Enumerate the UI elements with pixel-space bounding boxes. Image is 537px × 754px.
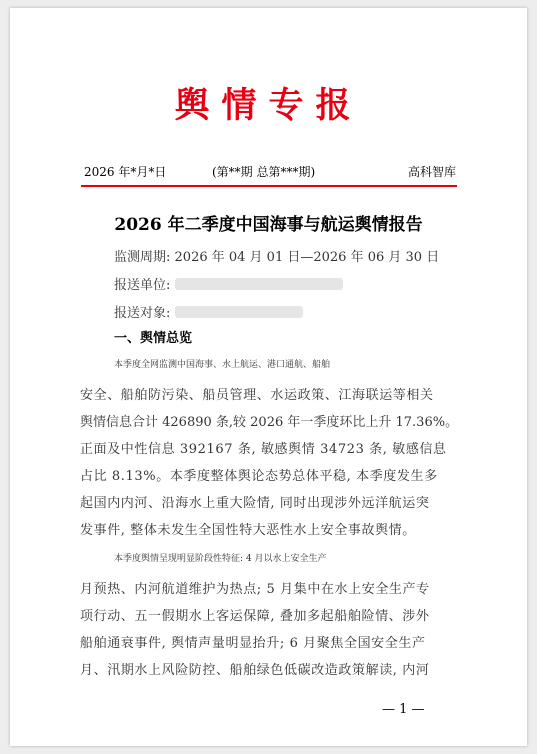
paragraph-line: 发事件, 整体未发生全国性特大恶性水上安全事故舆情。 xyxy=(80,523,416,538)
paragraph-line: 本季度舆情呈现明显阶段性特征: 4 月以水上安全生产 xyxy=(114,554,327,564)
page-number: — 1 — xyxy=(382,702,425,717)
masthead-title: 舆情专报 xyxy=(174,86,363,126)
target-label: 报送对象: xyxy=(114,306,171,321)
paragraph-line: 本季度全网监测中国海事、水上航运、港口通航、船舶 xyxy=(114,360,331,370)
section-heading: 一、舆情总览 xyxy=(114,331,193,346)
masthead-divider xyxy=(81,185,457,187)
unit-label: 报送单位: xyxy=(114,278,171,293)
submitting-unit xyxy=(114,274,343,293)
redacted-unit xyxy=(175,278,343,290)
paragraph-line: 正面及中性信息 392167 条, 敏感舆情 34723 条, 敏感信息 xyxy=(80,442,447,457)
paragraph-line: 舆情信息合计 426890 条,较 2026 年一季度环比上升 17.36%。 xyxy=(80,415,459,430)
period-value: 2026 年 04 月 01 日—2026 年 06 月 30 日 xyxy=(174,250,440,265)
paragraph-line: 安全、船舶防污染、船员管理、水运政策、江海联运等相关 xyxy=(80,388,434,403)
monitoring-period xyxy=(114,246,439,265)
issue-number: (第**期 总第***期) xyxy=(212,165,316,179)
paragraph-line: 船舶通衰事件, 舆情声量明显抬升; 6 月聚焦全国安全生产 xyxy=(80,636,426,651)
period-label: 监测周期: xyxy=(114,250,171,265)
paragraph-line: 月、汛期水上风险防控、船舶绿色低碳改造政策解读, 内河 xyxy=(80,663,430,678)
issue-date: 2026 年*月*日 xyxy=(84,165,167,179)
redacted-target xyxy=(175,306,303,318)
report-title: 2026 年二季度中国海事与航运舆情报告 xyxy=(114,215,423,235)
paragraph-line: 占比 8.13%。本季度整体舆论态势总体平稳, 本季度发生多 xyxy=(80,469,438,484)
submission-target xyxy=(114,302,303,321)
paragraph-line: 月预热、内河航道维护为热点; 5 月集中在水上安全生产专 xyxy=(80,582,430,597)
paragraph-line: 起国内内河、沿海水上重大险情, 同时出现涉外远洋航运突 xyxy=(80,496,430,511)
paragraph-line: 项行动、五一假期水上客运保障, 叠加多起船舶险情、涉外 xyxy=(80,609,430,624)
issuing-organization: 高科智库 xyxy=(407,165,456,179)
document-page xyxy=(10,8,527,746)
